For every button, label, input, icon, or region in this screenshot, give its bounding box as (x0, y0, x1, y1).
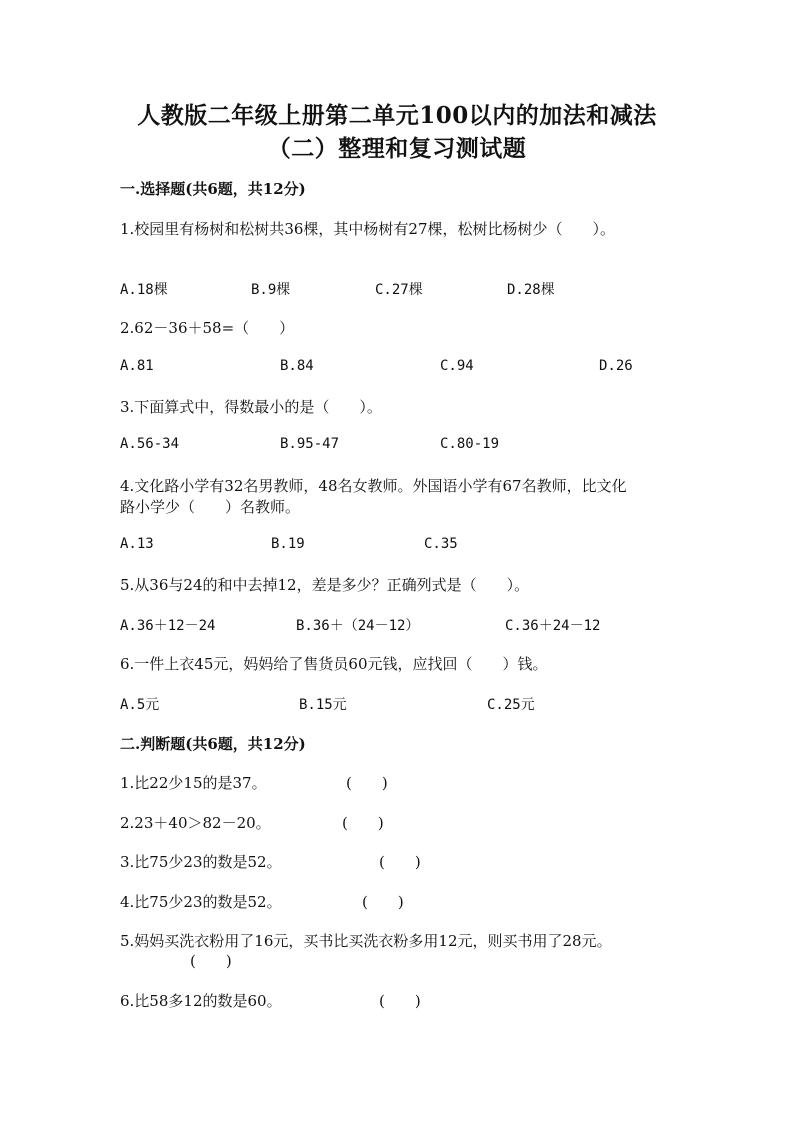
q2-option-d: D.26 (599, 358, 633, 374)
q5-option-a: A.36＋12－24 (120, 618, 216, 634)
q3-option-b: B.95-47 (280, 436, 340, 452)
q2-option-c: C.94 (440, 358, 474, 374)
q1-option-c: C.27棵 (375, 282, 423, 298)
judge-item-1: 1.比22少15的是37。 (120, 774, 267, 792)
q1-option-d: D.28棵 (507, 282, 555, 298)
q6-option-a: A.5元 (120, 697, 160, 713)
question-4-line-1: 4.文化路小学有32名男教师，48名女教师。外国语小学有67名教师，比文化 (120, 477, 627, 495)
q4-option-a: A.13 (120, 536, 154, 552)
question-4-line-2: 路小学少（ ）名教师。 (120, 498, 301, 516)
judge-item-4: 4.比75少23的数是52。 (120, 893, 282, 911)
title-line-2: （二）整理和复习测试题 (267, 135, 527, 162)
judge-item-4-answer-blank[interactable]: ( ) (362, 893, 404, 911)
section-choice-heading: 一.选择题(共6题，共12分) (120, 180, 306, 198)
q6-option-b: B.15元 (299, 697, 347, 713)
q1-option-a: A.18棵 (120, 282, 168, 298)
section-judge-heading: 二.判断题(共6题，共12分) (120, 735, 306, 753)
q4-option-c: C.35 (424, 536, 458, 552)
judge-item-5-answer-blank[interactable]: ( ) (190, 952, 232, 970)
q5-option-b: B.36＋（24－12） (296, 618, 420, 634)
question-2: 2.62－36＋58=（ ） (120, 319, 295, 337)
question-5: 5.从36与24的和中去掉12，差是多少？正确列式是（ ）。 (120, 576, 530, 594)
q2-option-b: B.84 (280, 358, 314, 374)
q3-option-a: A.56-34 (120, 436, 180, 452)
title-line-1: 人教版二年级上册第二单元100以内的加法和减法 (137, 102, 657, 129)
q6-option-c: C.25元 (487, 697, 535, 713)
q4-option-b: B.19 (271, 536, 305, 552)
judge-item-6: 6.比58多12的数是60。 (120, 992, 282, 1010)
judge-item-1-answer-blank[interactable]: ( ) (346, 774, 388, 792)
judge-item-6-answer-blank[interactable]: ( ) (379, 992, 421, 1010)
q5-option-c: C.36＋24－12 (505, 618, 601, 634)
judge-item-3-answer-blank[interactable]: ( ) (379, 853, 421, 871)
question-6: 6.一件上衣45元，妈妈给了售货员60元钱，应找回（ ）钱。 (120, 655, 548, 673)
q1-option-b: B.9棵 (251, 282, 291, 298)
q3-option-c: C.80-19 (440, 436, 500, 452)
question-3: 3.下面算式中，得数最小的是（ ）。 (120, 398, 382, 416)
judge-item-3: 3.比75少23的数是52。 (120, 853, 282, 871)
judge-item-2: 2.23＋40＞82－20。 (120, 814, 271, 832)
q2-option-a: A.81 (120, 358, 154, 374)
question-1: 1.校园里有杨树和松树共36棵，其中杨树有27棵，松树比杨树少（ ）。 (120, 220, 615, 238)
judge-item-2-answer-blank[interactable]: ( ) (342, 814, 384, 832)
judge-item-5: 5.妈妈买洗衣粉用了16元，买书比买洗衣粉多用12元，则买书用了28元。 (120, 932, 612, 950)
